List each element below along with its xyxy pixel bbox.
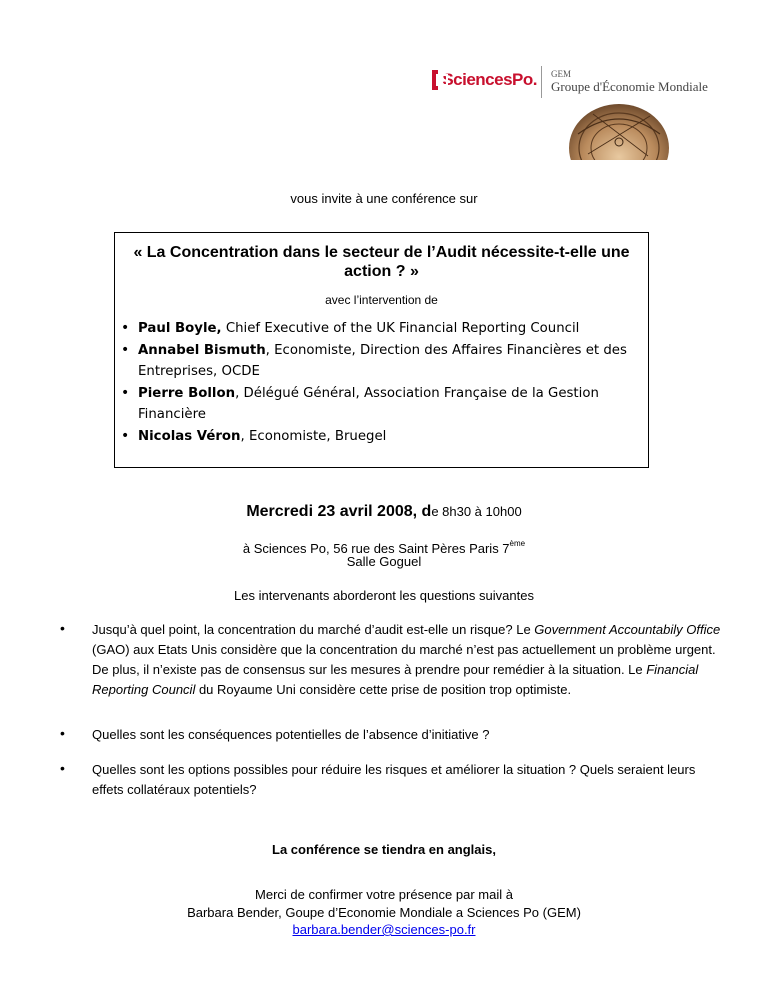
question-item: Quelles sont les options possibles pour réduire les risques et améliorer la situation ? Quels seraient leurs effets collatéraux potentiels? [92, 762, 696, 797]
event-address: à Sciences Po, 56 rue des Saint Pères Paris 7 [242, 541, 510, 556]
language-note: La conférence se tiendra en anglais, [272, 842, 496, 857]
bullet-icon: • [60, 620, 65, 636]
astrolabe-illustration [568, 104, 670, 160]
question-italic: Government Accountabily Office [534, 622, 721, 637]
speakers-intro: avec l’intervention de [325, 293, 438, 307]
email-link[interactable]: barbara.bender@sciences-po.fr [292, 922, 476, 937]
sciencespo-logo-text: SciencesPo. [442, 70, 537, 89]
question-text: (GAO) aux Etats Unis considère que la concentration du marché n’est pas actuellement un problème urgent. De plus, il n’existe pas de consensus sur les mesures à prendre pour remédier à la situation. Le [92, 642, 716, 677]
logo-divider [541, 66, 542, 98]
speaker-role: , Economiste, Direction des Affaires Financières et des Entreprises, OCDE [138, 342, 627, 379]
speaker-name: Pierre Bollon [138, 385, 236, 401]
sciencespo-logo [432, 65, 537, 95]
confirm-line: Merci de confirmer votre présence par mail à [255, 887, 513, 902]
speaker-name: Nicolas Véron [138, 428, 241, 444]
speaker-item [114, 383, 649, 426]
bullet-icon: • [60, 760, 65, 776]
speaker-name: Paul Boyle, [138, 321, 222, 336]
question-text: du Royaume Uni considère cette prise de position trop optimiste. [195, 682, 572, 697]
question-item: Quelles sont les conséquences potentielles de l’absence d’initiative ? [92, 727, 490, 742]
email-container [0, 922, 768, 937]
speaker-list [114, 318, 649, 447]
invite-text: vous invite à une conférence sur [290, 191, 478, 206]
speaker-role: , Economiste, Bruegel [240, 428, 387, 444]
question-text: Jusqu’à quel point, la concentration du marché d’audit est-elle un risque? Le [92, 622, 535, 637]
contact-line: Barbara Bender, Goupe d’Economie Mondiale a Sciences Po (GEM) [187, 905, 581, 920]
sciencespo-emblem-icon [432, 70, 438, 90]
speaker-name: Annabel Bismuth [138, 342, 266, 358]
conference-title: « La Concentration dans le secteur de l’Audit nécessite-t-elle une action ? » [133, 244, 630, 280]
questions-intro: Les intervenants aborderont les questions suivantes [234, 588, 534, 603]
speaker-role: , Délégué Général, Association Française de la Gestion Financière [138, 385, 599, 422]
event-date [0, 503, 768, 521]
speaker-item [114, 426, 649, 448]
question-italic: Financial Reporting Council [92, 662, 699, 697]
event-date-bold: Mercredi 23 avril 2008, d [246, 503, 432, 520]
gem-title: Groupe d'Économie Mondiale [551, 79, 708, 94]
speaker-item [114, 340, 649, 383]
event-address-sup: ème [509, 539, 526, 548]
speaker-role: Chief Executive of the UK Financial Reporting Council [221, 321, 580, 336]
event-room: Salle Goguel [346, 554, 422, 569]
speaker-item [114, 318, 649, 340]
gem-abbrev: GEM [551, 69, 571, 79]
event-time: e 8h30 à 10h00 [431, 504, 522, 519]
question-item [92, 620, 722, 700]
bullet-icon: • [60, 725, 65, 741]
